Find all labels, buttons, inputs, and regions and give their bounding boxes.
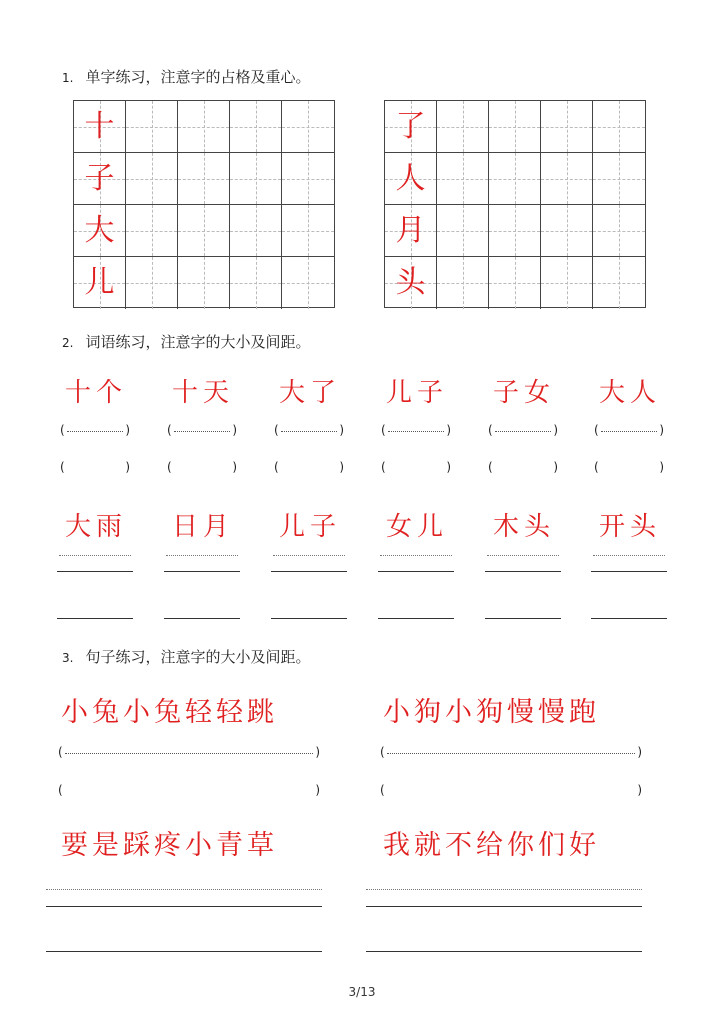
paren-open: ( [380,745,385,759]
grid-cell[interactable] [282,153,334,205]
practice-word: 儿子 [386,378,449,408]
practice-word: 十个 [65,378,128,408]
practice-word: 木头 [493,512,556,542]
grid-cell[interactable] [593,101,645,153]
grid-cell[interactable] [74,101,126,153]
grid-cell[interactable] [178,153,230,205]
grid-cell[interactable] [593,205,645,257]
paren-close: ) [315,783,320,797]
grid-cell[interactable] [541,153,593,205]
grid-cell[interactable] [489,205,541,257]
pinyin-blank[interactable] [274,460,344,476]
paren-open: ( [274,460,279,474]
paren-open: ( [488,423,493,437]
grid-cell[interactable] [126,153,178,205]
grid-cell[interactable] [126,205,178,257]
grid-cell[interactable] [437,257,489,309]
model-character: 月 [395,212,426,248]
grid-cell[interactable] [385,101,437,153]
writing-guide-line [366,889,642,890]
grid-cell[interactable] [489,153,541,205]
practice-word: 大了 [279,378,342,408]
model-character: 了 [395,108,426,144]
grid-cell[interactable] [385,205,437,257]
section-2-title: 2. 词语练习，注意字的大小及间距。 [62,333,311,351]
paren-close: ) [553,423,558,437]
grid-cell[interactable] [489,257,541,309]
model-character: 大 [84,212,115,248]
paren-open: ( [380,783,385,797]
pinyin-blank[interactable] [381,460,451,476]
pinyin-blank[interactable] [381,423,451,439]
paren-open: ( [167,460,172,474]
paren-close: ) [339,460,344,474]
paren-open: ( [167,423,172,437]
pinyin-blank[interactable] [594,423,664,439]
grid-cell[interactable] [541,257,593,309]
pinyin-blank[interactable] [60,423,130,439]
writing-line[interactable] [164,618,240,619]
pinyin-blank[interactable] [594,460,664,476]
grid-cell[interactable] [437,205,489,257]
paren-open: ( [60,423,65,437]
paren-close: ) [125,423,130,437]
grid-cell[interactable] [74,205,126,257]
tianzige-grid-right [384,100,646,308]
practice-word: 十天 [172,378,235,408]
grid-cell[interactable] [437,101,489,153]
writing-line[interactable] [485,618,561,619]
pinyin-blank[interactable] [380,745,642,761]
paren-close: ) [125,460,130,474]
writing-line[interactable] [591,618,667,619]
model-character: 人 [395,160,426,196]
writing-line[interactable] [378,618,454,619]
section-3-title: 3. 句子练习，注意字的大小及间距。 [62,648,311,666]
practice-sentence: 我就不给你们好 [383,830,600,861]
practice-word: 儿子 [279,512,342,542]
grid-cell[interactable] [74,153,126,205]
paren-open: ( [381,423,386,437]
paren-open: ( [488,460,493,474]
grid-cell[interactable] [178,101,230,153]
writing-line[interactable] [57,618,133,619]
paren-close: ) [637,783,642,797]
writing-line[interactable] [46,906,322,907]
paren-close: ) [339,423,344,437]
grid-cell[interactable] [385,153,437,205]
paren-open: ( [381,460,386,474]
writing-line[interactable] [366,951,642,952]
pinyin-blank[interactable] [167,423,237,439]
practice-word: 开头 [599,512,662,542]
grid-cell[interactable] [385,257,437,309]
grid-cell[interactable] [126,101,178,153]
grid-cell[interactable] [282,257,334,309]
practice-sentence: 小狗小狗慢慢跑 [383,697,600,728]
paren-close: ) [659,460,664,474]
grid-cell[interactable] [178,257,230,309]
grid-cell[interactable] [282,205,334,257]
practice-word: 日月 [172,512,235,542]
grid-cell[interactable] [230,101,282,153]
paren-close: ) [637,745,642,759]
paren-close: ) [232,460,237,474]
model-character: 子 [84,160,115,196]
pinyin-blank[interactable] [488,423,558,439]
paren-open: ( [58,745,63,759]
paren-open: ( [594,460,599,474]
model-character: 头 [395,265,426,300]
pinyin-blank[interactable] [274,423,344,439]
practice-word: 女儿 [386,512,449,542]
grid-cell[interactable] [126,257,178,309]
model-character: 儿 [84,265,115,300]
grid-cell[interactable] [593,153,645,205]
practice-sentence: 要是踩疼小青草 [61,830,278,861]
grid-cell[interactable] [541,205,593,257]
tianzige-grid-left [73,100,335,308]
paren-open: ( [274,423,279,437]
practice-word: 大雨 [65,512,128,542]
practice-word: 子女 [493,378,556,408]
grid-cell[interactable] [489,101,541,153]
paren-close: ) [446,423,451,437]
pinyin-blank[interactable] [380,783,642,799]
page-number: 3/13 [348,985,376,999]
grid-cell[interactable] [230,257,282,309]
writing-line[interactable] [46,951,322,952]
pinyin-blank[interactable] [58,783,320,799]
pinyin-blank[interactable] [488,460,558,476]
writing-guide-line [46,889,322,890]
paren-close: ) [446,460,451,474]
pinyin-blank[interactable] [167,460,237,476]
grid-cell[interactable] [437,153,489,205]
grid-cell[interactable] [541,101,593,153]
paren-close: ) [232,423,237,437]
pinyin-blank[interactable] [58,745,320,761]
grid-cell[interactable] [230,153,282,205]
grid-cell[interactable] [230,205,282,257]
writing-line[interactable] [366,906,642,907]
practice-sentence: 小兔小兔轻轻跳 [61,697,278,728]
paren-open: ( [594,423,599,437]
grid-cell[interactable] [593,257,645,309]
grid-cell[interactable] [74,257,126,309]
practice-word: 大人 [599,378,662,408]
paren-close: ) [315,745,320,759]
writing-line[interactable] [271,618,347,619]
paren-open: ( [60,460,65,474]
paren-close: ) [553,460,558,474]
grid-cell[interactable] [282,101,334,153]
paren-close: ) [659,423,664,437]
section-1-title: 1. 单字练习，注意字的占格及重心。 [62,68,311,86]
grid-cell[interactable] [178,205,230,257]
paren-open: ( [58,783,63,797]
pinyin-blank[interactable] [60,460,130,476]
model-character: 十 [84,108,115,144]
